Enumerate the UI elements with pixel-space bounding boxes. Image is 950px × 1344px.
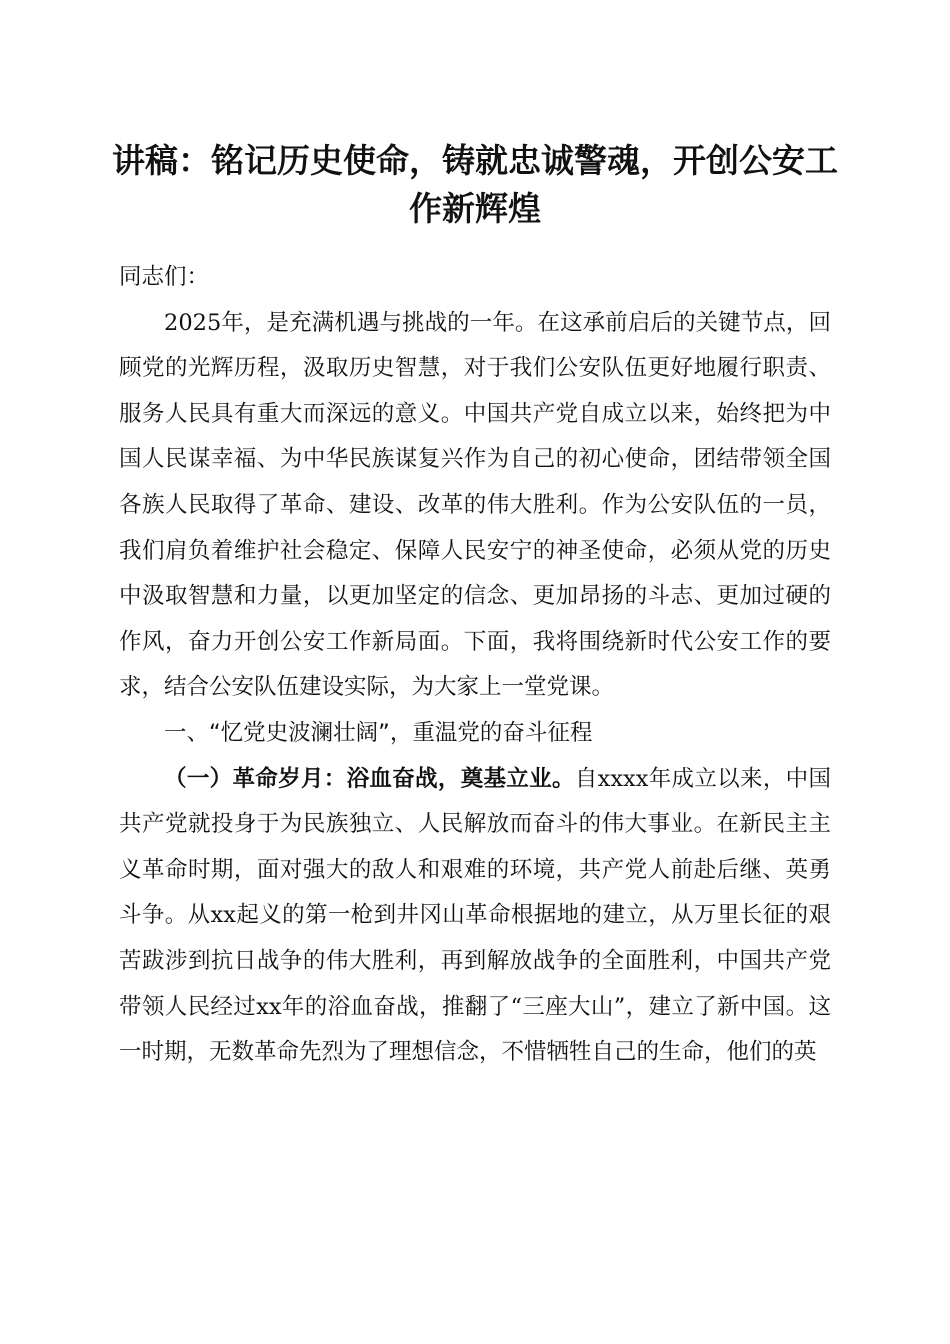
intro-paragraph: 2025年，是充满机遇与挑战的一年。在这承前启后的关键节点，回顾党的光辉历程，汲取历史智慧，对于我们公安队伍更好地履行职责、服务人民具有重大而深远的意义。中国共产党自成立以来，始终把为中国人民谋幸福、为中华民族谋复兴作为自己的初心使命，团结带领全国各族人民取得了革命、建设、改革的伟大胜利。作为公安队伍的一员，我们肩负着维护社会稳定、保障人民安宁的神圣使命，必须从党的历史中汲取智慧和力量，以更加坚定的信念、更加昂扬的斗志、更加过硬的作风，奋力开创公安工作新局面。下面，我将围绕新时代公安工作的要求，结合公安队伍建设实际，为大家上一堂党课。 [119, 309, 831, 701]
document-body [119, 255, 831, 1076]
subsection-text-1: 自xxxx年成立以来，中国共产党就投身于为民族独立、人民解放而奋斗的伟大事业。在新民主主义革命时期，面对强大的敌人和艰难的环境，共产党人前赴后继、英勇斗争。从xx起义的第一枪到井冈山革命根据地的建立，从万里长征的艰苦跋涉到抗日战争的伟大胜利，再到解放战争的全面胜利，中国共产党带领人民经过xx年的浴血奋战，推翻了“三座大山”，建立了新中国。这一时期，无数革命先烈为了理想信念，不惜牺牲自己的生命，他们的英 [119, 765, 831, 1066]
section-heading-1: 一、“忆党史波澜壮阔”，重温党的奋斗征程 [164, 719, 593, 746]
subsection-heading-1: （一）革命岁月：浴血奋战，奠基立业。 [164, 765, 575, 792]
subsection-paragraph-1 [119, 757, 831, 1076]
salutation: 同志们： [119, 264, 210, 290]
document-title: 讲稿：铭记历史使命，铸就忠诚警魂，开创公安工作新辉煌 [112, 141, 838, 228]
